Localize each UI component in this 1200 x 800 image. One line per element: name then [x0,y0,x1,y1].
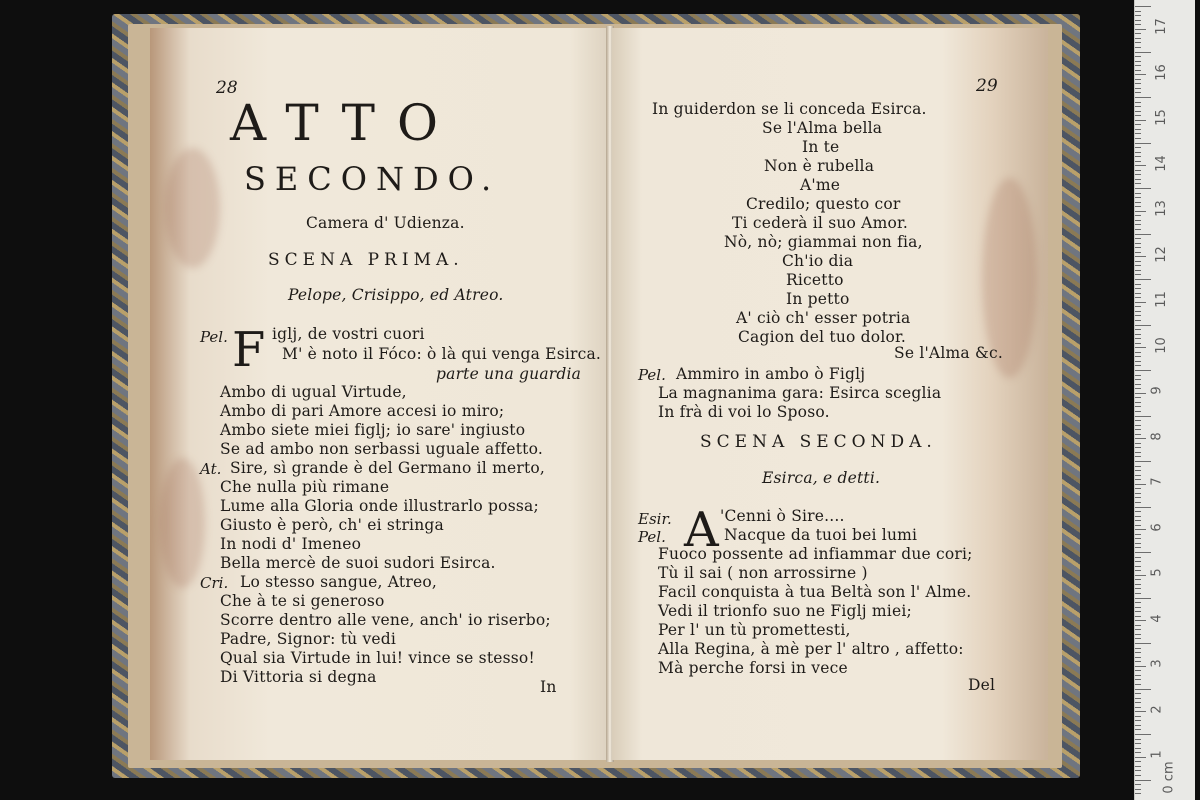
ruler-label: 17 [1153,18,1169,35]
ruler-tick [1135,288,1141,289]
ruler-label: 9 [1149,386,1165,395]
ruler-tick [1135,689,1151,690]
ruler-tick [1135,347,1146,348]
ruler-tick [1135,38,1141,39]
ruler-tick [1135,179,1141,180]
ruler-tick [1135,102,1141,103]
ruler-tick [1135,520,1141,521]
text-line: Cagion del tuo dolor. [738,328,907,346]
act-subtitle: SECONDO. [244,160,501,198]
ruler-tick [1135,516,1141,517]
text-line: Non è rubella [764,157,875,175]
ruler-tick [1135,534,1141,535]
ruler-label: 16 [1153,63,1169,81]
text-line: M' è noto il Fóco: ò là qui venga Esirca. [282,345,602,363]
ruler-tick [1135,229,1141,230]
ruler-tick [1135,729,1141,730]
ruler-tick [1135,338,1141,339]
ruler-tick [1135,325,1151,326]
ruler-tick [1135,279,1151,280]
text-line: iglj, de vostri cuori [272,325,425,343]
stain [165,148,220,268]
ruler-tick [1135,666,1146,667]
ruler-label: 5 [1149,568,1165,577]
ruler-tick [1135,65,1141,66]
ruler-tick [1135,15,1141,16]
ruler-tick [1135,734,1151,735]
ruler-tick [1135,561,1141,562]
ruler-tick [1135,147,1141,148]
ruler-tick [1135,620,1146,621]
ruler-label: 12 [1153,245,1169,263]
ruler-tick [1135,579,1141,580]
ruler-tick [1135,479,1141,480]
ruler-tick [1135,570,1141,571]
ruler-tick [1135,215,1141,216]
ruler-tick [1135,416,1151,417]
ruler-tick [1135,502,1141,503]
ruler-label: 2 [1149,704,1165,714]
ruler-tick [1135,420,1141,421]
speaker-label: Cri. [200,574,229,592]
ruler-tick [1135,315,1141,316]
ruler-tick [1135,83,1141,84]
drop-cap: A [684,502,719,558]
page-number: 29 [976,76,998,96]
ruler-tick [1135,538,1141,539]
ruler-tick [1135,602,1141,603]
ruler-tick [1135,120,1146,121]
ruler-tick [1135,757,1146,758]
catchword: In [540,678,557,696]
ruler-tick [1135,598,1151,599]
ruler-tick [1135,165,1146,166]
text-line: Ambo siete miei figlj; io sare' ingiusto [220,421,526,439]
speaker-label: Esir. [638,510,672,528]
speaker-label: At. [200,460,222,478]
ruler-tick [1135,156,1141,157]
ruler-tick [1135,170,1141,171]
ruler-tick [1135,206,1141,207]
ruler-tick [1135,384,1141,385]
ruler-tick [1135,720,1141,721]
ruler-tick [1135,575,1146,576]
scene-heading: SCENA PRIMA. [268,250,464,270]
ruler-tick [1135,402,1141,403]
ruler-tick [1135,393,1146,394]
ruler-tick [1135,302,1146,303]
text-line: Scorre dentro alle vene, anch' io riserbo; [220,611,551,629]
text-line: Che nulla più rimane [220,478,390,496]
ruler-tick [1135,652,1141,653]
ruler-label: 7 [1149,477,1165,486]
text-line: Bella mercè de suoi sudori Esirca. [220,554,496,572]
ruler-tick [1135,648,1141,649]
ruler-tick [1135,411,1141,412]
ruler-tick [1135,33,1141,34]
ruler-tick [1135,456,1141,457]
ruler-tick [1135,643,1151,644]
ruler-tick [1135,243,1141,244]
ruler-tick [1135,161,1141,162]
text-line: Ammiro in ambo ò Figlj [676,365,866,383]
text-line: Sire, sì grande è del Germano il merto, [230,459,546,477]
ruler-tick [1135,616,1141,617]
ruler-tick [1135,375,1141,376]
ruler-tick [1135,247,1141,248]
ruler-tick [1135,707,1141,708]
text-line: Lume alla Gloria onde illustrarlo possa; [220,497,539,515]
ruler-tick [1135,202,1141,203]
text-line: In te [802,138,840,156]
ruler-tick [1135,234,1151,235]
ruler-tick [1135,106,1141,107]
ruler-label: 15 [1153,109,1169,126]
ruler-tick [1135,361,1141,362]
setting: Camera d' Udienza. [306,214,465,232]
speaker-label: Pel. [200,328,228,346]
text-line: Ambo di pari Amore accesi io miro; [220,402,505,420]
ruler-tick [1135,793,1141,794]
ruler-tick [1135,133,1141,134]
ruler-label: 10 [1153,336,1169,354]
ruler-tick [1135,780,1151,781]
left-page [150,28,608,760]
speaker-label: Pel. [638,528,666,546]
ruler-tick [1135,188,1151,189]
text-line: Vedi il trionfo suo ne Figlj miei; [658,602,912,620]
text-line: Ambo di ugual Virtude, [220,383,407,401]
text-line: Nacque da tuoi bei lumi [724,526,918,544]
ruler-tick [1135,211,1146,212]
ruler-tick [1135,761,1141,762]
text-line: Fuoco possente ad infiammar due cori; [658,545,973,563]
ruler-tick [1135,743,1141,744]
ruler-tick [1135,306,1141,307]
text-line: La magnanima gara: Esirca sceglia [658,384,942,402]
ruler-tick [1135,265,1141,266]
ruler-tick [1135,588,1141,589]
ruler-tick [1135,274,1141,275]
ruler-label: 3 [1149,659,1165,668]
ruler-tick [1135,470,1141,471]
ruler-tick [1135,611,1141,612]
right-page [612,28,1048,760]
ruler-tick [1135,552,1151,553]
ruler-label: 14 [1153,154,1169,172]
ruler-tick [1135,547,1141,548]
page-number: 28 [216,78,238,98]
ruler-tick [1135,29,1146,30]
ruler-tick [1135,543,1141,544]
text-line: Se l'Alma bella [762,119,883,137]
text-line: In nodi d' Imeneo [220,535,362,553]
ruler-tick [1135,270,1141,271]
ruler-tick [1135,770,1141,771]
ruler-tick [1135,702,1141,703]
ruler-tick [1135,507,1151,508]
ruler-tick [1135,566,1141,567]
ruler-tick [1135,370,1151,371]
text-line: Lo stesso sangue, Atreo, [240,573,437,591]
text-line: A' ciò ch' esser potria [736,309,911,327]
characters: Esirca, e detti. [762,469,881,487]
catchword: Del [968,676,996,694]
stain [160,458,205,588]
ruler-tick [1135,670,1141,671]
ruler-tick [1135,593,1141,594]
ruler-tick [1135,97,1151,98]
ruler-tick [1135,352,1141,353]
drop-cap: F [232,322,266,378]
text-line: In guiderdon se li conceda Esirca. [652,100,927,118]
ruler-tick [1135,252,1141,253]
text-line: Alla Regina, à mè per l' altro , affetto: [658,640,964,658]
ruler-label: 4 [1149,613,1165,623]
ruler-tick [1135,174,1141,175]
text-line: 'Cenni ò Sire.... [720,507,845,525]
ruler-tick [1135,425,1141,426]
ruler-tick [1135,79,1141,80]
ruler-tick [1135,220,1141,221]
ruler-tick [1135,284,1141,285]
text-line: Padre, Signor: tù vedi [220,630,397,648]
text-line: Tù il sai ( non arrossirne ) [658,564,868,582]
ruler-tick [1135,115,1141,116]
text-line: In frà di voi lo Sposo. [658,403,830,421]
ruler-label: 8 [1149,431,1165,441]
ruler-tick [1135,711,1146,712]
text-line: Credilo; questo cor [746,195,901,213]
ruler-tick [1135,775,1141,776]
ruler-tick [1135,197,1141,198]
ruler-tick [1135,584,1141,585]
ruler-tick [1135,11,1141,12]
ruler-tick [1135,138,1141,139]
ruler-tick [1135,752,1141,753]
text-line: A'me [800,176,841,194]
ruler-tick [1135,20,1141,21]
ruler-tick [1135,397,1141,398]
ruler-label: 11 [1153,291,1169,308]
characters: Pelope, Crisippo, ed Atreo. [288,286,504,304]
ruler-tick [1135,61,1141,62]
ruler-tick [1135,789,1141,790]
ruler-tick [1135,661,1141,662]
act-title: ATTO [230,94,460,152]
ruler-tick [1135,42,1141,43]
ruler-tick [1135,634,1141,635]
ruler-tick [1135,784,1141,785]
ruler-label: 1 [1149,750,1165,759]
ruler-tick [1135,56,1141,57]
ruler-tick [1135,92,1141,93]
ruler-label: 6 [1149,522,1165,532]
ruler-label: 13 [1153,200,1169,217]
ruler-tick [1135,725,1141,726]
ruler-tick [1135,388,1141,389]
text-line: In petto [786,290,850,308]
ruler-label: 0 cm [1161,761,1177,794]
ruler-tick [1135,679,1141,680]
ruler-tick [1135,183,1141,184]
text-line: Se l'Alma &c. [894,344,1003,362]
ruler-tick [1135,297,1141,298]
ruler-tick [1135,675,1141,676]
ruler-tick [1135,438,1146,439]
speaker-label: Pel. [638,366,666,384]
ruler-tick [1135,698,1141,699]
ruler-tick [1135,475,1141,476]
text-line: Facil conquista à tua Beltà son l' Alme. [658,583,972,601]
ruler-tick [1135,739,1141,740]
ruler-tick [1135,657,1141,658]
stage-direction: parte una guardia [436,365,582,383]
text-line: Di Vittoria si degna [220,668,377,686]
text-line: Ti cederà il suo Amor. [732,214,909,232]
ruler-tick [1135,638,1141,639]
ruler-tick [1135,461,1151,462]
ruler-tick [1135,525,1141,526]
text-line: Mà perche forsi in vece [658,659,848,677]
ruler-tick [1135,406,1141,407]
text-line: Qual sia Virtude in lui! vince se stesso! [220,649,535,667]
ruler-tick [1135,693,1141,694]
ruler-tick [1135,52,1151,53]
ruler-tick [1135,6,1151,7]
ruler-tick [1135,488,1141,489]
text-line: Se ad ambo non serbassi uguale affetto. [220,440,543,458]
ruler-tick [1135,261,1141,262]
text-line: Ch'io dia [782,252,854,270]
ruler-tick [1135,379,1141,380]
ruler-tick [1135,334,1141,335]
ruler-tick [1135,429,1141,430]
ruler-tick [1135,311,1141,312]
ruler-tick [1135,256,1146,257]
ruler-tick [1135,447,1141,448]
ruler-tick [1135,356,1141,357]
ruler-tick [1135,238,1141,239]
ruler-tick [1135,443,1141,444]
scene-heading: SCENA SECONDA. [700,432,937,452]
ruler-tick [1135,748,1141,749]
text-line: Che à te si generoso [220,592,385,610]
ruler-tick [1135,129,1141,130]
ruler-tick [1135,684,1141,685]
ruler-tick [1135,152,1141,153]
ruler-tick [1135,124,1141,125]
ruler-tick [1135,629,1141,630]
measurement-ruler [1134,0,1195,800]
ruler-tick [1135,143,1151,144]
ruler-tick [1135,74,1146,75]
ruler-tick [1135,484,1146,485]
ruler-tick [1135,329,1141,330]
ruler-tick [1135,529,1146,530]
ruler-tick [1135,716,1141,717]
ruler-tick [1135,607,1141,608]
ruler-tick [1135,320,1141,321]
ruler-tick [1135,466,1141,467]
ruler-tick [1135,557,1141,558]
ruler-tick [1135,625,1141,626]
ruler-tick [1135,88,1141,89]
ruler-tick [1135,511,1141,512]
text-line: Giusto è però, ch' ei stringa [220,516,444,534]
ruler-tick [1135,70,1141,71]
text-line: Ricetto [786,271,844,289]
ruler-tick [1135,224,1141,225]
ruler-tick [1135,193,1141,194]
ruler-tick [1135,766,1141,767]
ruler-tick [1135,343,1141,344]
ruler-tick [1135,452,1141,453]
ruler-tick [1135,111,1141,112]
text-line: Nò, nò; giammai non fia, [724,233,923,251]
ruler-tick [1135,24,1141,25]
ruler-tick [1135,493,1141,494]
ruler-tick [1135,434,1141,435]
ruler-tick [1135,497,1141,498]
ruler-tick [1135,47,1141,48]
ruler-tick [1135,365,1141,366]
text-line: Per l' un tù promettesti, [658,621,851,639]
ruler-tick [1135,293,1141,294]
